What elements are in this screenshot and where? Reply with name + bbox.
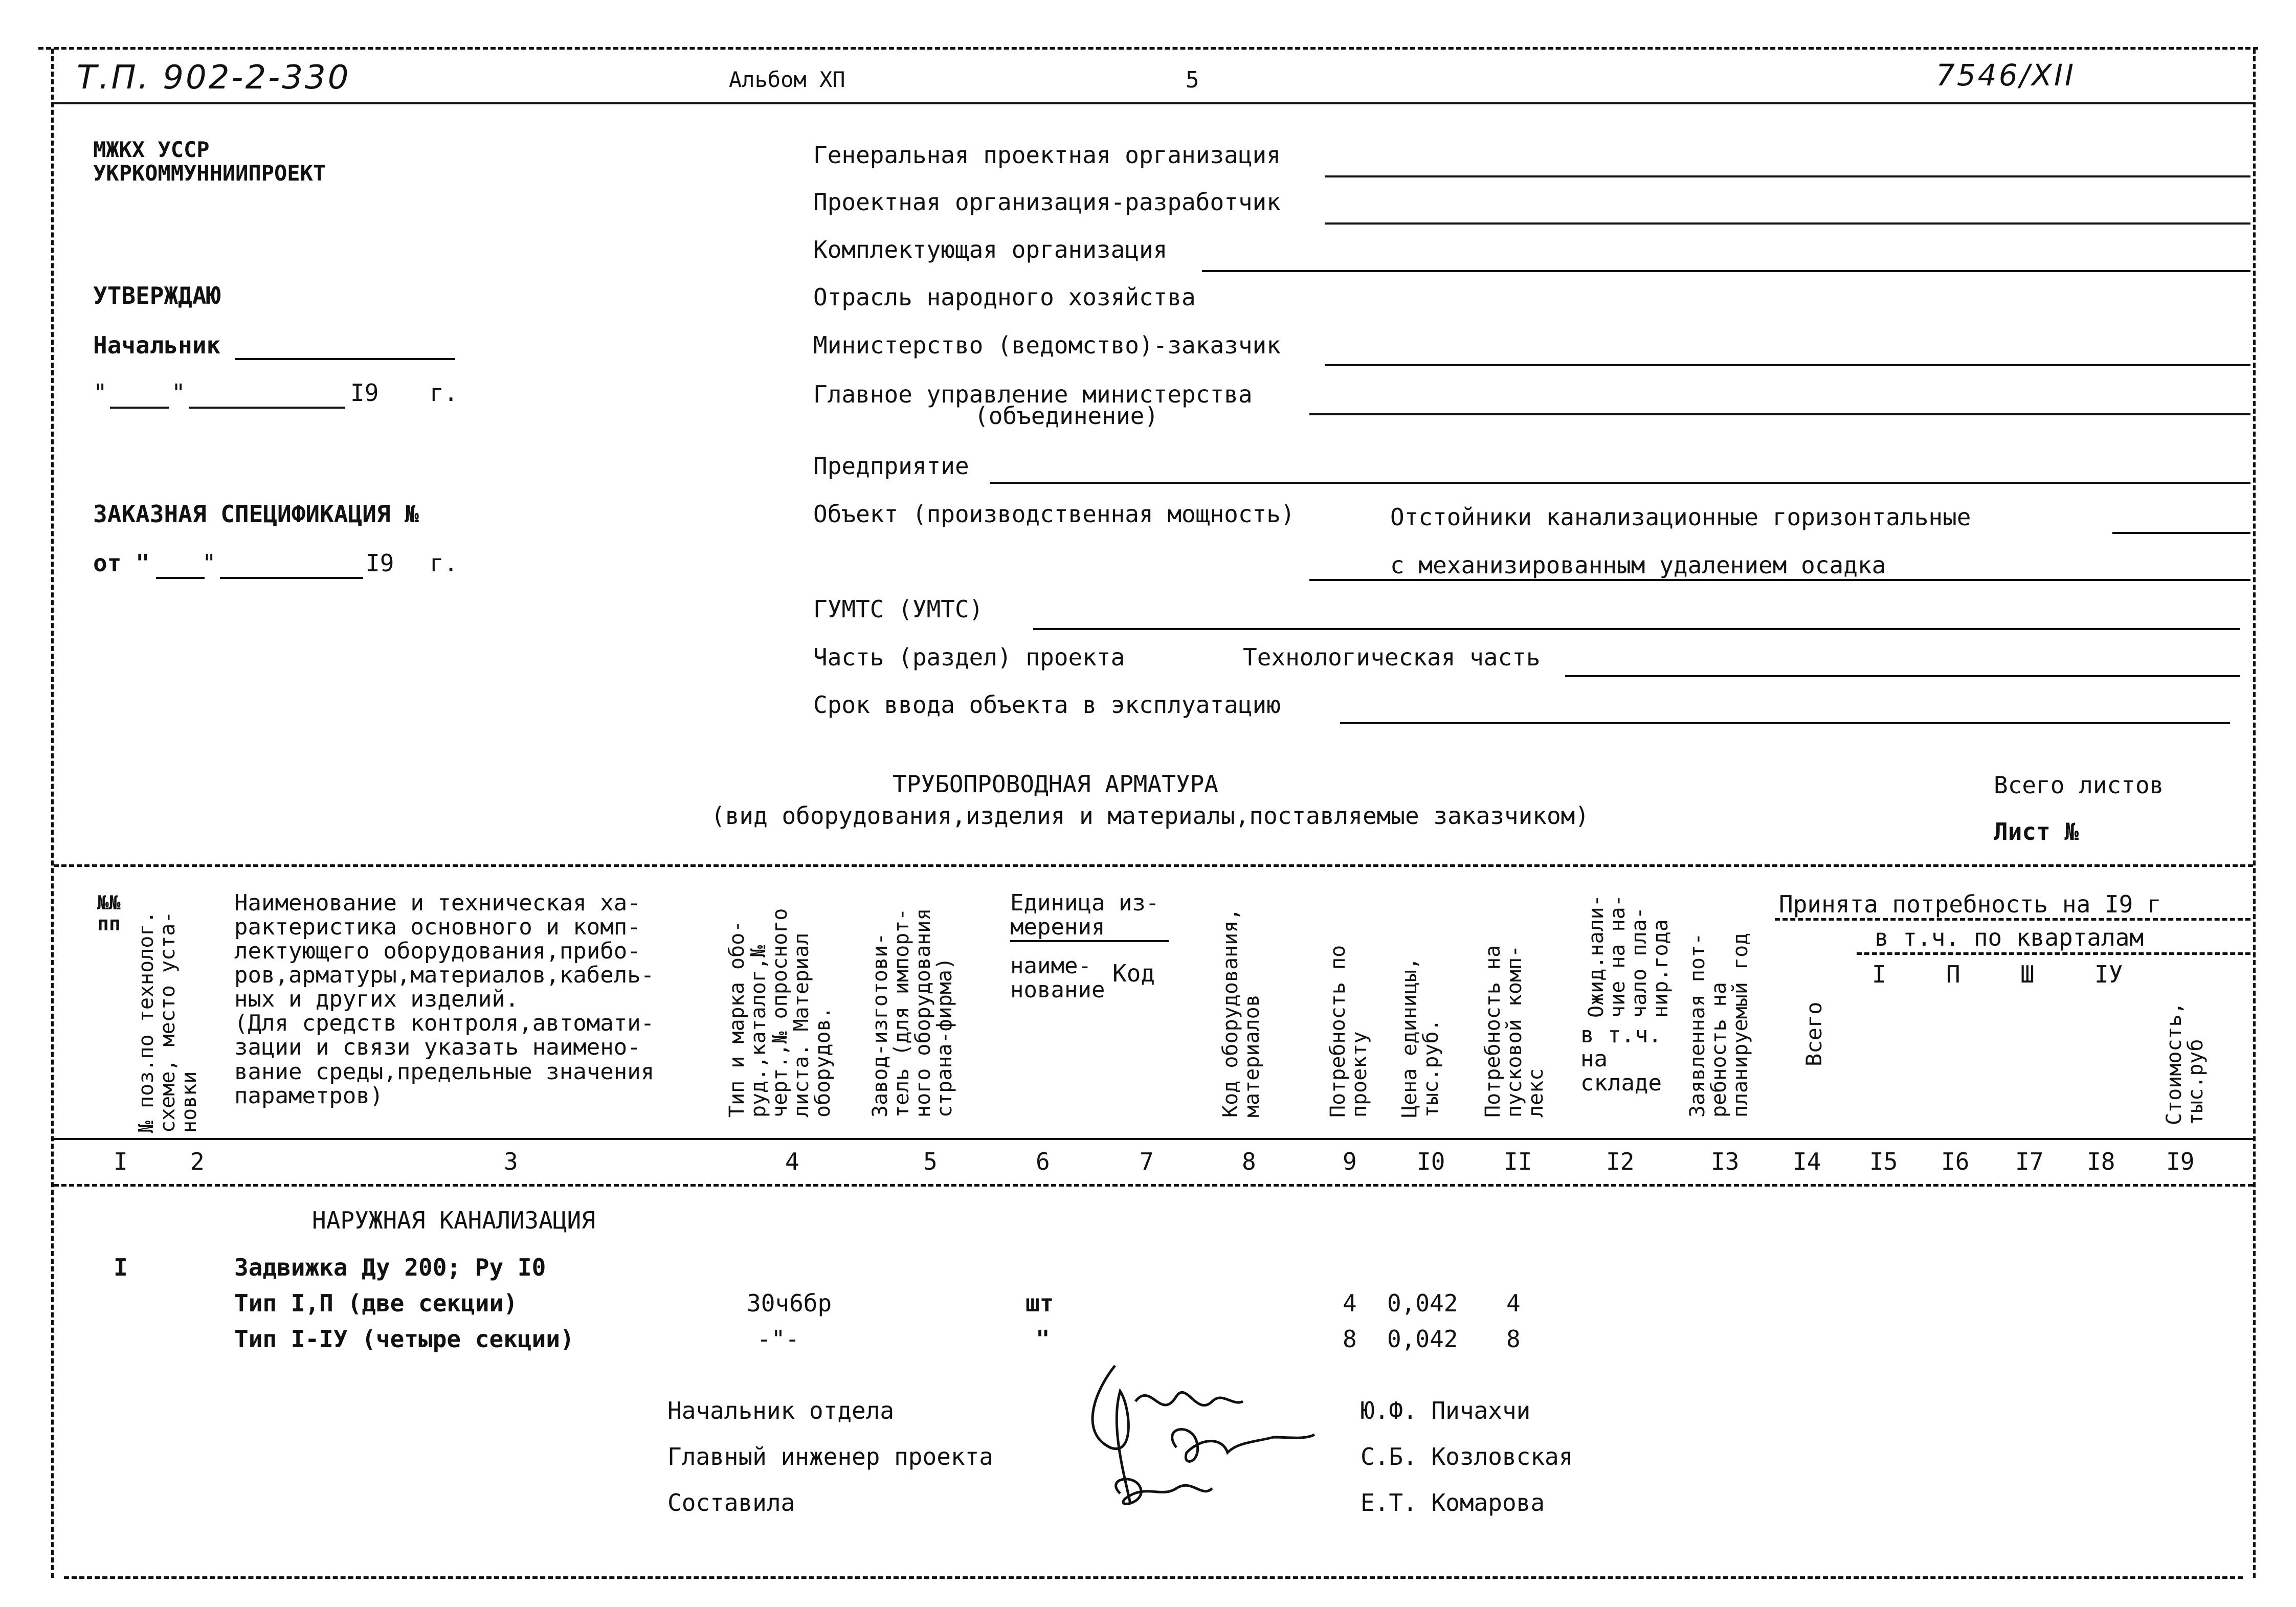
field-object: Объект (производственная мощность) — [813, 500, 1295, 528]
approve-label: УТВЕРЖДАЮ — [93, 282, 221, 309]
colnum-19: I9 — [2166, 1148, 2195, 1175]
colnum-4: 4 — [785, 1148, 799, 1175]
spec-year: I9 — [366, 549, 394, 577]
colnum-10: I0 — [1417, 1148, 1445, 1175]
field-object-value-1: Отстойники канализационные горизонтальные — [1390, 503, 1971, 531]
spec-title: ЗАКАЗНАЯ СПЕЦИФИКАЦИЯ № — [93, 500, 419, 528]
spec-year-suffix: г. — [430, 549, 458, 577]
field-main-dept-line — [1309, 413, 2250, 415]
chief-signature-line — [235, 358, 455, 360]
field-association: (объединение) — [974, 402, 1159, 430]
field-commission-date-line — [1340, 722, 2230, 724]
accepted-rule — [1775, 918, 2250, 921]
colnum-5: 5 — [923, 1148, 938, 1175]
field-part-value: Технологическая часть — [1243, 643, 1541, 671]
field-main-dept: Главное управление министерства — [813, 381, 1253, 408]
row2-price: 0,042 — [1387, 1325, 1458, 1353]
col3-header: Наименование и техническая ха- рактеристика основного и комп- лектующего оборудования,прибо- ров,арматуры,материалов,кабель- ных и других изделий. (Для средств контроля,автомати- зации и связи указать наимено- вание среды,предельные значения параметров) — [234, 890, 655, 1109]
sign-name-3: Е.Т. Комарова — [1361, 1489, 1545, 1516]
field-object-value-2: с механизированным удалением осадка — [1390, 551, 1886, 579]
colnum-17: I7 — [2015, 1148, 2044, 1175]
tp-number: Т.П. 902-2-330 — [77, 59, 351, 97]
album-label: Альбом XП — [729, 67, 845, 92]
section-row-title: НАРУЖНАЯ КАНАЛИЗАЦИЯ — [312, 1207, 595, 1234]
field-part: Часть (раздел) проекта — [813, 643, 1125, 671]
field-object-line-2 — [1309, 579, 2250, 581]
spec-day-line — [156, 577, 205, 579]
quarter-3: Ш — [2020, 961, 2035, 988]
frame-bottom — [64, 1576, 2243, 1579]
quarter-1: I — [1872, 961, 1886, 988]
spec-date-close: " — [202, 549, 216, 577]
table-top-rule — [54, 864, 2253, 867]
sign-role-3: Составила — [667, 1489, 795, 1516]
col12-stock-header: в т.ч. на складе — [1580, 1022, 1662, 1097]
col19-header: Стоимость, тыс.руб — [2163, 1002, 2208, 1125]
col1-header: №№ пп — [97, 891, 121, 935]
field-supply-org-line — [1202, 270, 2250, 272]
colnum-15: I5 — [1869, 1148, 1898, 1175]
colnum-3: 3 — [504, 1148, 518, 1175]
frame-left — [51, 49, 54, 1578]
colnum-14: I4 — [1793, 1148, 1821, 1175]
field-part-line — [1565, 675, 2240, 677]
approve-date-open: " — [93, 379, 107, 407]
item-number: I — [114, 1254, 128, 1281]
field-enterprise: Предприятие — [813, 452, 969, 480]
approve-year-suffix: г. — [430, 379, 458, 407]
colnum-6: 6 — [1036, 1148, 1050, 1175]
row1-mark: 30ч6бр — [747, 1289, 832, 1317]
field-design-org: Проектная организация-разработчик — [813, 188, 1281, 216]
chief-label: Начальник — [93, 331, 221, 359]
spec-date-open: от " — [93, 549, 150, 577]
approve-month-line — [189, 407, 345, 409]
col5-header: Завод-изготови- тель (для импорт- ного оборудования страна-фирма) — [868, 908, 956, 1118]
quarter-2: П — [1946, 961, 1960, 988]
approve-date-close: " — [171, 379, 186, 407]
section-title: ТРУБОПРОВОДНАЯ АРМАТУРА — [893, 770, 1218, 798]
quarters-rule — [1857, 952, 2250, 955]
page-number: 5 — [1186, 67, 1199, 93]
field-gumts: ГУМТС (УМТС) — [813, 595, 984, 623]
col9-header: Потребность по проекту — [1326, 945, 1371, 1118]
row2-qty: 8 — [1343, 1325, 1357, 1353]
field-supply-org: Комплектующая организация — [813, 236, 1168, 263]
sign-name-1: Ю.Ф. Пичахчи — [1361, 1397, 1531, 1424]
field-enterprise-line — [990, 482, 2250, 484]
institute: УКРКОММУННИИПРОЕКТ — [93, 161, 326, 186]
field-ministry: Министерство (ведомство)-заказчик — [813, 331, 1281, 359]
col10-header: Цена единицы, тыс.руб. — [1398, 957, 1443, 1118]
archive-number: 7546/XII — [1936, 58, 2076, 93]
sheet-number: Лист № — [1994, 818, 2079, 845]
col11-header: Потребность на пусковой комп- лекс — [1481, 945, 1548, 1118]
row2-mark: -"- — [757, 1325, 800, 1353]
frame-top — [38, 47, 2258, 50]
sign-role-1: Начальник отдела — [667, 1397, 895, 1424]
row2-launch: 8 — [1506, 1325, 1521, 1353]
header-rule — [54, 102, 2253, 104]
row1-launch: 4 — [1506, 1289, 1521, 1317]
row1-name: Тип I,П (две секции) — [234, 1289, 518, 1317]
field-general-org-line — [1325, 175, 2250, 177]
colnum-rule-top — [54, 1138, 2253, 1140]
col13-header: Заявленная пот- ребность на планируемый год — [1686, 932, 1752, 1118]
colnum-8: 8 — [1242, 1148, 1256, 1175]
col8-header: Код оборудования, материалов — [1219, 908, 1264, 1118]
field-industry: Отрасль народного хозяйства — [813, 283, 1196, 311]
colnum-13: I3 — [1711, 1148, 1740, 1175]
col2-header: № поз.по технолог. схеме, место уста- новки — [135, 911, 201, 1133]
quarters-header: в т.ч. по кварталам — [1875, 924, 2144, 951]
field-commission-date: Срок ввода объекта в эксплуатацию — [813, 691, 1281, 719]
row2-name: Тип I-IУ (четыре секции) — [234, 1325, 574, 1353]
colnum-12: I2 — [1606, 1148, 1635, 1175]
row1-qty: 4 — [1343, 1289, 1357, 1317]
field-object-line-1 — [2112, 532, 2250, 534]
row1-unit: шт — [1026, 1289, 1054, 1317]
accepted-header: Принята потребность на I9 г — [1779, 890, 2161, 918]
col6-unit-header: Единица из- мерения — [1010, 890, 1160, 941]
field-gumts-line — [1033, 628, 2240, 630]
col6-name-header: наиме- нование — [1010, 953, 1105, 1003]
colnum-1: I — [114, 1148, 128, 1175]
unit-header-rule — [1010, 940, 1169, 942]
sign-name-2: С.Б. Козловская — [1361, 1443, 1573, 1470]
quarter-4: IУ — [2094, 961, 2123, 988]
colnum-2: 2 — [190, 1148, 205, 1175]
approve-day-line — [110, 407, 169, 409]
item-name: Задвижка Ду 200; Ру I0 — [234, 1254, 546, 1281]
colnum-11: II — [1504, 1148, 1532, 1175]
row2-unit: " — [1036, 1325, 1050, 1353]
field-design-org-line — [1325, 222, 2250, 225]
frame-right — [2253, 49, 2256, 1578]
colnum-7: 7 — [1140, 1148, 1154, 1175]
col4-header: Тип и марка обо- руд.,каталог,№ черт.,№ опросного листа. Материал оборудов. — [725, 908, 835, 1118]
section-subtitle: (вид оборудования,изделия и материалы,поставляемые заказчиком) — [711, 802, 1590, 830]
handwritten-signatures — [1059, 1350, 1366, 1524]
col14-header: Всего — [1801, 1001, 1826, 1066]
col7-code-header: Код — [1112, 959, 1155, 987]
row1-price: 0,042 — [1387, 1289, 1458, 1317]
colnum-18: I8 — [2087, 1148, 2115, 1175]
spec-month-line — [220, 577, 363, 579]
total-sheets: Всего листов — [1994, 771, 2164, 799]
field-ministry-line — [1325, 364, 2250, 366]
sign-role-2: Главный инженер проекта — [667, 1443, 993, 1470]
col12-header: Ожид.нали- чие на на- чало пла- нир.года — [1585, 895, 1673, 1018]
field-general-org: Генеральная проектная организация — [813, 141, 1281, 169]
colnum-rule-bottom — [54, 1184, 2253, 1187]
colnum-9: 9 — [1343, 1148, 1357, 1175]
ministry: МЖКХ УССР — [93, 137, 210, 162]
approve-year: I9 — [350, 379, 379, 407]
colnum-16: I6 — [1941, 1148, 1970, 1175]
